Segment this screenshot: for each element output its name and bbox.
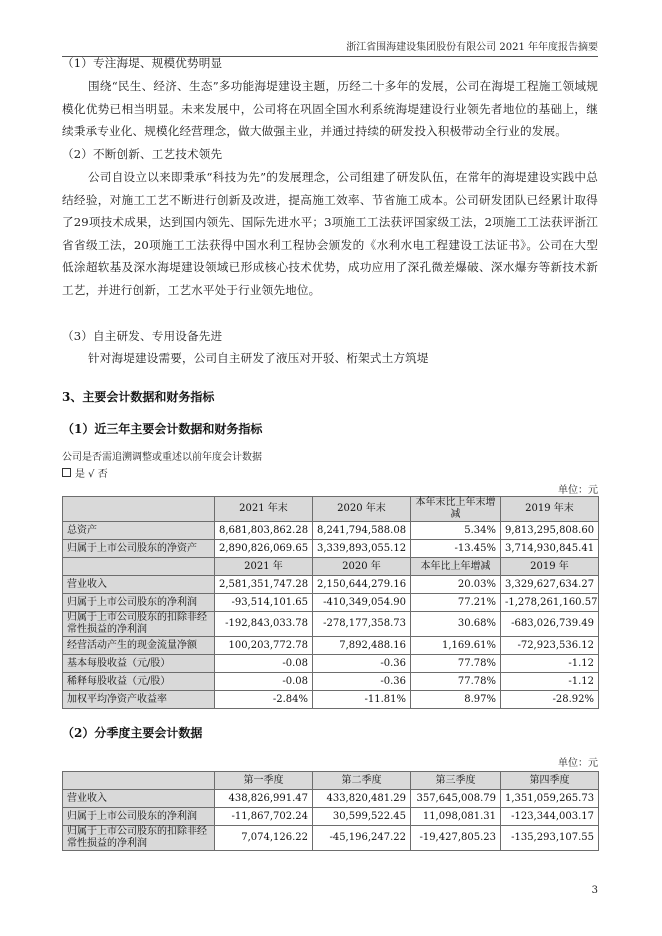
table-header-row [63, 558, 599, 576]
checkbox-icon [62, 468, 71, 477]
table-cell: 8,241,794,588.08 [313, 522, 411, 540]
table-header-cell: 第四季度 [501, 772, 599, 790]
row-label: 总资产 [63, 522, 215, 540]
retro-answer [62, 465, 108, 480]
table-header-cell: 第一季度 [215, 772, 313, 790]
table-header-cell: 第三季度 [411, 772, 501, 790]
page-number: 3 [591, 885, 598, 896]
retro-question: 公司是否需追溯调整或重述以前年度会计数据 [62, 452, 262, 463]
table-cell: -13.45% [411, 540, 501, 558]
table-cell: 2,890,826,069.65 [215, 540, 313, 558]
table-header-cell: 2021 年末 [215, 497, 313, 522]
table-cell: -1,278,261,160.57 [501, 594, 599, 612]
table-header-cell: 第二季度 [313, 772, 411, 790]
row-label: 营业收入 [63, 576, 215, 594]
table-cell: 20.03% [411, 576, 501, 594]
row-label: 归属于上市公司股东的净资产 [63, 540, 215, 558]
section1-title: （1）专注海堤、规模优势明显 [62, 56, 223, 70]
table-cell: -1.12 [501, 655, 599, 673]
row-label: 稀释每股收益（元/股） [63, 673, 215, 691]
row-label: 经营活动产生的现金流量净额 [63, 637, 215, 655]
retro-answer-text: 是 √ 否 [75, 469, 108, 480]
table-row [63, 540, 599, 558]
three-year-table [62, 496, 599, 709]
table-cell: 2,150,644,279.16 [313, 576, 411, 594]
table-row [63, 790, 599, 808]
table-cell: -0.08 [215, 673, 313, 691]
table-cell: -2.84% [215, 691, 313, 709]
table-cell: -93,514,101.65 [215, 594, 313, 612]
row-label: 归属于上市公司股东的扣除非经常性损益的净利润 [63, 612, 215, 637]
table-cell: 438,826,991.47 [215, 790, 313, 808]
table-header-cell: 2021 年 [215, 558, 313, 576]
quarterly-table [62, 771, 599, 851]
table-row [63, 576, 599, 594]
table-cell: -0.36 [313, 673, 411, 691]
row-label: 归属于上市公司股东的扣除非经常性损益的净利润 [63, 826, 215, 851]
table-cell: -45,196,247.22 [313, 826, 411, 851]
table-row [63, 522, 599, 540]
table-header-cell [63, 772, 215, 790]
table-cell: 30,599,522.45 [313, 808, 411, 826]
table-cell: -0.36 [313, 655, 411, 673]
section1-body: 围绕“民生、经济、生态”多功能海堤建设主题，历经二十多年的发展，公司在海堤工程施工领域规模化优势已相当明显。未来发展中，公司将在巩固全国水利系统海堤建设行业领先者地位的基础上，继续秉承专业化、规模化经营理念，做大做强主业，并通过持续的研发投入积极带动全行业的发展。 [62, 79, 598, 138]
table-cell: -410,349,054.90 [313, 594, 411, 612]
table-header-cell: 2020 年末 [313, 497, 411, 522]
table-cell: -11,867,702.24 [215, 808, 313, 826]
table-cell: 100,203,772.78 [215, 637, 313, 655]
table-cell: 1,351,059,265.73 [501, 790, 599, 808]
table-header-cell: 2020 年 [313, 558, 411, 576]
table-header-cell: 2019 年 [501, 558, 599, 576]
table-cell: 77.78% [411, 673, 501, 691]
table-cell: 357,645,008.79 [411, 790, 501, 808]
table-cell: 8,681,803,862.28 [215, 522, 313, 540]
table-cell: -683,026,739.49 [501, 612, 599, 637]
row-label: 归属于上市公司股东的净利润 [63, 594, 215, 612]
table-cell: 30.68% [411, 612, 501, 637]
table-header-row [63, 497, 599, 522]
section3-title: （3）自主研发、专用设备先进 [62, 329, 223, 343]
unit-label-2: 单位：元 [558, 758, 598, 769]
table-cell: 11,098,081.31 [411, 808, 501, 826]
table-header-cell [63, 497, 215, 522]
section2-body: 公司自设立以来即秉承“科技为先”的发展理念，公司组建了研发队伍，在常年的海堤建设实践中总结经验，对施工工艺不断进行创新及改进，提高施工效率、节省施工成本。公司研发团队已经累计取得了29项技术成果，达到国内领先、国际先进水平；3项施工工法获评国家级工法，2项施工工法获评浙江省省级工法，20项施工工法获得中国水利工程协会颁发的《水利水电工程建设工法证书》。公司在大型低涂超软基及深水海堤建设领域已形成核心技术优势，成功应用了深孔微差爆破、深水爆夯等新技术新工艺，并进行创新，工艺水平处于行业领先地位。 [62, 170, 598, 297]
table-header-cell: 本年比上年增减 [411, 558, 501, 576]
table-cell: -11.81% [313, 691, 411, 709]
row-label: 基本每股收益（元/股） [63, 655, 215, 673]
table-cell: -19,427,805.23 [411, 826, 501, 851]
quarterly-subheading: （2）分季度主要会计数据 [62, 726, 203, 740]
table-cell: 433,820,481.29 [313, 790, 411, 808]
table-cell: -28.92% [501, 691, 599, 709]
table-row [63, 673, 599, 691]
table-cell: 9,813,295,808.60 [501, 522, 599, 540]
table-cell: 7,892,488.16 [313, 637, 411, 655]
table-cell: -1.12 [501, 673, 599, 691]
page-header: 浙江省围海建设集团股份有限公司 2021 年年度报告摘要 [62, 41, 598, 57]
row-label: 加权平均净资产收益率 [63, 691, 215, 709]
table-cell: 2,581,351,747.28 [215, 576, 313, 594]
table-row [63, 826, 599, 851]
table-cell: 77.78% [411, 655, 501, 673]
table-cell: 7,074,126.22 [215, 826, 313, 851]
three-year-subheading: （1）近三年主要会计数据和财务指标 [62, 422, 263, 436]
table-header-cell [63, 558, 215, 576]
table-row [63, 612, 599, 637]
accounting-heading: 3、主要会计数据和财务指标 [62, 390, 215, 404]
row-label: 营业收入 [63, 790, 215, 808]
section2-title: （2）不断创新、工艺技术领先 [62, 147, 223, 161]
table-cell: -72,923,536.12 [501, 637, 599, 655]
table-cell: 8.97% [411, 691, 501, 709]
table-cell: -0.08 [215, 655, 313, 673]
table-cell: 77.21% [411, 594, 501, 612]
section3-body: 针对海堤建设需要，公司自主研发了液压对开驳、桁架式土方筑堤 [88, 351, 429, 365]
table-cell: -278,177,358.73 [313, 612, 411, 637]
table-row [63, 655, 599, 673]
table-row [63, 691, 599, 709]
table-cell: -192,843,033.78 [215, 612, 313, 637]
table-row [63, 637, 599, 655]
table-cell: 3,329,627,634.27 [501, 576, 599, 594]
table-cell: -123,344,003.17 [501, 808, 599, 826]
table-header-cell: 本年末比上年末增减 [411, 497, 501, 522]
row-label: 归属于上市公司股东的净利润 [63, 808, 215, 826]
table-row [63, 808, 599, 826]
table-row [63, 594, 599, 612]
table-cell: -135,293,107.55 [501, 826, 599, 851]
unit-label: 单位：元 [558, 485, 598, 496]
table-header-row [63, 772, 599, 790]
table-cell: 1,169.61% [411, 637, 501, 655]
table-cell: 5.34% [411, 522, 501, 540]
table-header-cell: 2019 年末 [501, 497, 599, 522]
table-cell: 3,339,893,055.12 [313, 540, 411, 558]
table-cell: 3,714,930,845.41 [501, 540, 599, 558]
